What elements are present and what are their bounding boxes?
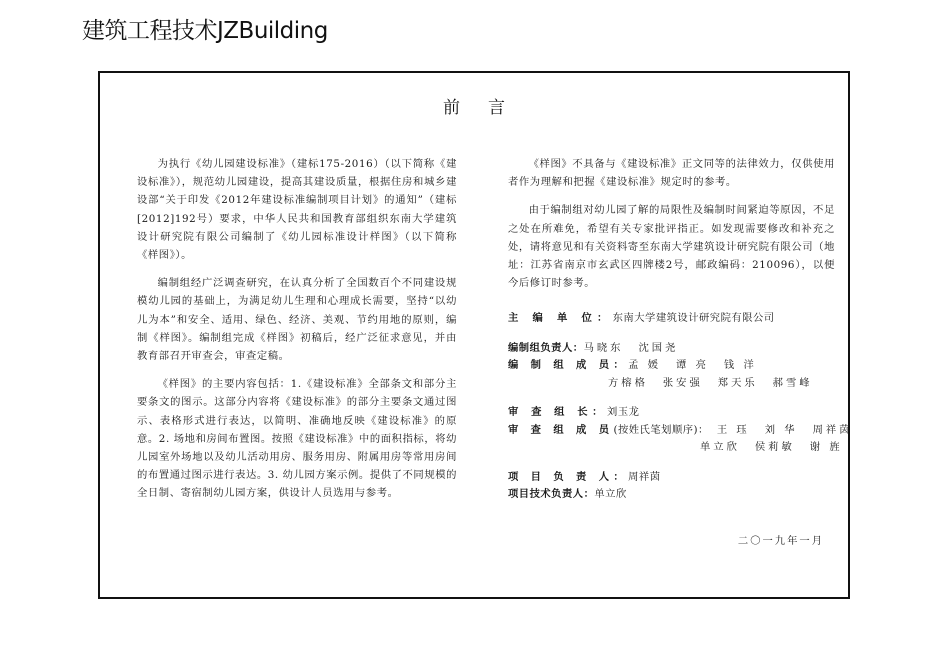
credit-names (608, 375, 828, 393)
person-name: 侯莉敏 (754, 441, 795, 453)
credit-value: 东南大学建筑设计研究院有限公司 (612, 312, 775, 324)
person-name: 方榕格 (608, 376, 648, 389)
person-name: 周祥茵 (812, 423, 853, 436)
credit-note: (按姓氏笔划顺序)： (613, 423, 709, 436)
credit-label: 项 目 负 责 人： (508, 470, 629, 483)
paragraph: 编制组经广泛调查研究，在认真分析了全国数百个不同建设规模幼儿园的基础上，为满足幼儿生理和心理成长需要，坚持“以幼儿为本”和安全、适用、绿色、经济、美观、节约用地的原则，编制《样图》。编制组完成《样图》初稿后，经广泛征求意见，并由教育部召开审查会，审查定稿。 (137, 277, 457, 363)
credit-row-editor-unit (508, 310, 838, 328)
person-name: 郝雪峰 (772, 376, 813, 389)
credit-label: 主 编 单 位： (508, 312, 613, 324)
credit-value: 单立欣 (594, 488, 627, 500)
person-name: 马晓东 (583, 341, 624, 354)
person-name: 单立欣 (700, 441, 740, 453)
credit-row-review-members (508, 422, 853, 440)
credit-label: 编制组负责人： (508, 341, 584, 354)
left-column (137, 155, 457, 513)
person-name: 王 珏 (716, 423, 750, 436)
credit-label: 编 制 组 成 员： (508, 359, 629, 371)
credit-names (584, 340, 694, 358)
credit-label: 项目技术负责人： (508, 488, 595, 500)
credit-names (717, 422, 868, 440)
person-name: 谭 亮 (676, 359, 709, 371)
paragraph: 为执行《幼儿园建设标准》（建标175-2016）（以下简称《建设标准》），规范幼儿园建设，提高其建设质量，根据住房和城乡建设部“关于印发《2012年建设标准编制项目计划》的通知”（建标[2012]192号）要求，中华人民共和国教育部组织东南大学建筑设计研究院有限公司编制了《幼儿园标准设计样图》（以下简称《样图》）。 (137, 158, 457, 262)
person-name: 钱 洋 (723, 359, 757, 371)
site-title: 建筑工程技术JZBuilding (82, 18, 328, 44)
credit-row-tech-leader (508, 486, 838, 504)
right-column (508, 155, 835, 302)
credit-row-group-members (508, 357, 838, 375)
document-date: 二〇一九年一月 (737, 535, 824, 547)
document-title: 前言 (443, 98, 533, 118)
credit-names (700, 439, 858, 457)
credit-label: 审 查 组 成 员 (508, 423, 614, 436)
person-name: 刘 华 (764, 423, 798, 436)
credit-row-review-members-2 (508, 439, 843, 457)
credit-row-project-leader (508, 469, 838, 487)
credits-block (508, 310, 853, 504)
person-name: 谢 旌 (809, 441, 843, 453)
paragraph: 由于编制组对幼儿园了解的局限性及编制时间紧迫等原因，不足之处在所难免，希望有关专家批评指正。如发现需要修改和补充之处，请将意见和有关资料寄至东南大学建筑设计研究院有限公司（地址：江苏省南京市玄武区四牌楼2号，邮政编码：210096），以便今后修订时参考。 (508, 204, 835, 290)
credit-row-review-leader (508, 404, 838, 422)
credit-names (628, 357, 772, 375)
credit-label: 审 查 组 长： (508, 406, 608, 418)
paragraph: 《样图》不具备与《建设标准》正文同等的法律效力，仅供使用者作为理解和把握《建设标准》规定时的参考。 (508, 158, 835, 189)
person-name: 沈国尧 (638, 341, 679, 354)
document-frame (98, 71, 853, 599)
credit-row-group-leader (508, 340, 838, 358)
credit-row-group-members-2 (508, 375, 838, 393)
credit-value: 周祥茵 (628, 470, 661, 483)
person-name: 郑天乐 (717, 376, 758, 389)
paragraph: 《样图》的主要内容包括：1.《建设标准》全部条文和部分主要条文的图示。这部分内容将《建设标准》的部分主要条文通过图示、表格形式进行表达，以简明、准确地反映《建设标准》的原意。2. 场地和房间布置图。按照《建设标准》中的面积指标，将幼儿园室外场地以及幼儿活动用房、服务用房、附属用房等常用房间的布置通过图示进行表达。3. 幼儿园方案示例。提供了不同规模的全日制、寄宿制幼儿园方案，供设计人员选用与参考。 (137, 378, 458, 500)
person-name: 孟 媛 (628, 359, 661, 371)
person-name: 张安强 (662, 376, 703, 389)
credit-value: 刘玉龙 (607, 406, 640, 418)
